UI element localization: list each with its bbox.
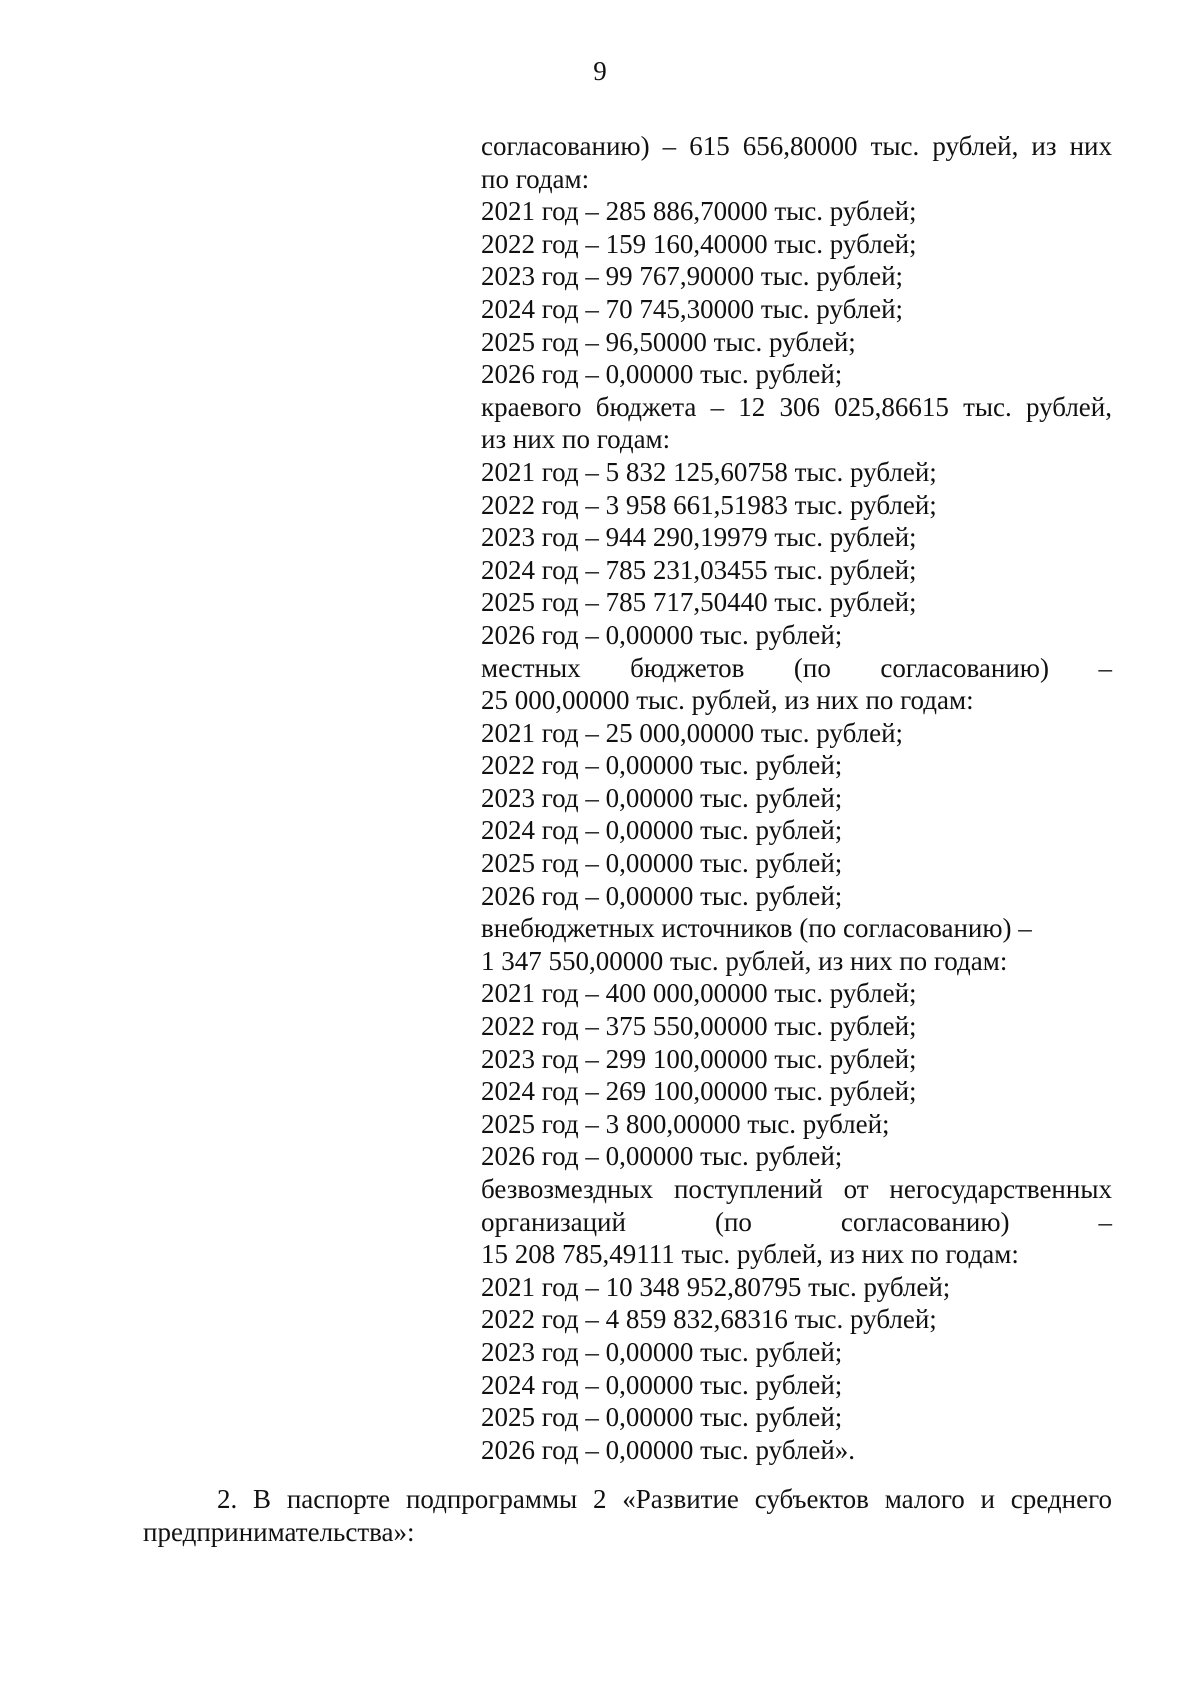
word: негосударственных — [889, 1174, 1112, 1204]
text-line: 2024 год – 785 231,03455 тыс. рублей; — [481, 554, 917, 585]
text-line: 2026 год – 0,00000 тыс. рублей; — [481, 1141, 843, 1172]
word: паспорте — [286, 1484, 391, 1514]
text-line: 2023 год – 944 290,19979 тыс. рублей; — [481, 522, 917, 553]
word: поступлений — [673, 1174, 823, 1204]
text-line-justified — [481, 1173, 1112, 1206]
word: бюджетов — [630, 652, 745, 683]
paragraph-first-line — [143, 1483, 1112, 1516]
word: них — [1069, 131, 1112, 161]
word: 615 — [689, 131, 730, 161]
word: 2 — [592, 1484, 607, 1514]
text-line-justified — [481, 130, 1112, 163]
text-line: 2025 год – 0,00000 тыс. рублей; — [481, 1402, 843, 1433]
text-line: 2024 год – 0,00000 тыс. рублей; — [481, 1369, 843, 1400]
text-line: 25 000,00000 тыс. рублей, из них по годам: — [481, 685, 974, 716]
text-line: 2021 год – 10 348 952,80795 тыс. рублей; — [481, 1271, 951, 1302]
word: 12 — [738, 391, 766, 422]
word: согласованию) — [880, 652, 1049, 683]
word: местных — [481, 652, 581, 683]
page-number: 9 — [593, 56, 607, 86]
text-line: 2023 год – 99 767,90000 тыс. рублей; — [481, 261, 904, 292]
word: малого — [884, 1484, 965, 1514]
word: рублей, — [1025, 391, 1112, 422]
text-line: 2026 год – 0,00000 тыс. рублей; — [481, 359, 843, 390]
text-line: 2023 год – 299 100,00000 тыс. рублей; — [481, 1043, 917, 1074]
paragraph-second-line: предпринимательства»: — [143, 1516, 415, 1547]
word: 306 — [779, 391, 820, 422]
word: согласованию) — [481, 131, 650, 161]
text-line: 2024 год – 0,00000 тыс. рублей; — [481, 815, 843, 846]
text-line: 2025 год – 0,00000 тыс. рублей; — [481, 848, 843, 879]
word: бюджета — [595, 391, 697, 422]
text-line: 2022 год – 0,00000 тыс. рублей; — [481, 750, 843, 781]
word: (по — [714, 1206, 752, 1237]
word: (по — [793, 652, 831, 683]
text-line: 2022 год – 4 859 832,68316 тыс. рублей; — [481, 1304, 937, 1335]
word: – — [710, 391, 725, 422]
word: краевого — [481, 391, 582, 422]
text-line: 2023 год – 0,00000 тыс. рублей; — [481, 1336, 843, 1367]
paragraph-item-2 — [143, 1483, 1112, 1548]
text-line-justified — [481, 391, 1112, 424]
text-line-justified — [481, 652, 1112, 685]
text-line: 2021 год – 25 000,00000 тыс. рублей; — [481, 717, 904, 748]
text-line: 2025 год – 96,50000 тыс. рублей; — [481, 326, 856, 357]
word: из — [1031, 131, 1057, 161]
text-line: 2021 год – 285 886,70000 тыс. рублей; — [481, 196, 917, 227]
word: и — [980, 1484, 995, 1514]
text-line: по годам: — [481, 163, 590, 194]
text-line: 2022 год – 375 550,00000 тыс. рублей; — [481, 1011, 917, 1042]
word: согласованию) — [840, 1206, 1010, 1237]
word: подпрограммы — [405, 1484, 578, 1514]
word: организаций — [481, 1206, 626, 1237]
text-line: 2022 год – 3 958 661,51983 тыс. рублей; — [481, 489, 937, 520]
text-line: 2026 год – 0,00000 тыс. рублей; — [481, 880, 843, 911]
funding-text-column — [481, 130, 1112, 1466]
text-line: внебюджетных источников (по согласованию) – — [481, 913, 1032, 944]
text-line-justified — [481, 1206, 1112, 1239]
text-line: 2024 год – 269 100,00000 тыс. рублей; — [481, 1076, 917, 1107]
word: рублей, — [932, 131, 1019, 161]
word: субъектов — [754, 1484, 869, 1514]
text-line: 2024 год – 70 745,30000 тыс. рублей; — [481, 293, 904, 324]
text-line: 2025 год – 3 800,00000 тыс. рублей; — [481, 1108, 890, 1139]
word: 2. — [217, 1484, 238, 1514]
text-line: 1 347 550,00000 тыс. рублей, из них по годам: — [481, 945, 1008, 976]
word: «Развитие — [622, 1484, 739, 1514]
text-line: 15 208 785,49111 тыс. рублей, из них по годам: — [481, 1239, 1019, 1270]
text-line: 2026 год – 0,00000 тыс. рублей; — [481, 619, 843, 650]
word: – — [1098, 652, 1112, 683]
text-line: 2025 год – 785 717,50440 тыс. рублей; — [481, 587, 917, 618]
text-line: 2023 год – 0,00000 тыс. рублей; — [481, 782, 843, 813]
text-line: 2021 год – 400 000,00000 тыс. рублей; — [481, 978, 917, 1009]
text-line: 2026 год – 0,00000 тыс. рублей». — [481, 1434, 856, 1465]
word: – — [1098, 1206, 1112, 1237]
word: тыс. — [963, 391, 1012, 422]
text-line: 2021 год – 5 832 125,60758 тыс. рублей; — [481, 456, 937, 487]
word: – — [662, 131, 677, 161]
word: 025,86615 — [834, 391, 949, 422]
text-line: 2022 год – 159 160,40000 тыс. рублей; — [481, 228, 917, 259]
word: 656,80000 — [742, 131, 858, 161]
word: тыс. — [870, 131, 920, 161]
word: безвозмездных — [481, 1174, 654, 1204]
word: среднего — [1010, 1484, 1112, 1514]
word: от — [843, 1174, 869, 1204]
word: В — [253, 1484, 272, 1514]
text-line: из них по годам: — [481, 424, 671, 455]
